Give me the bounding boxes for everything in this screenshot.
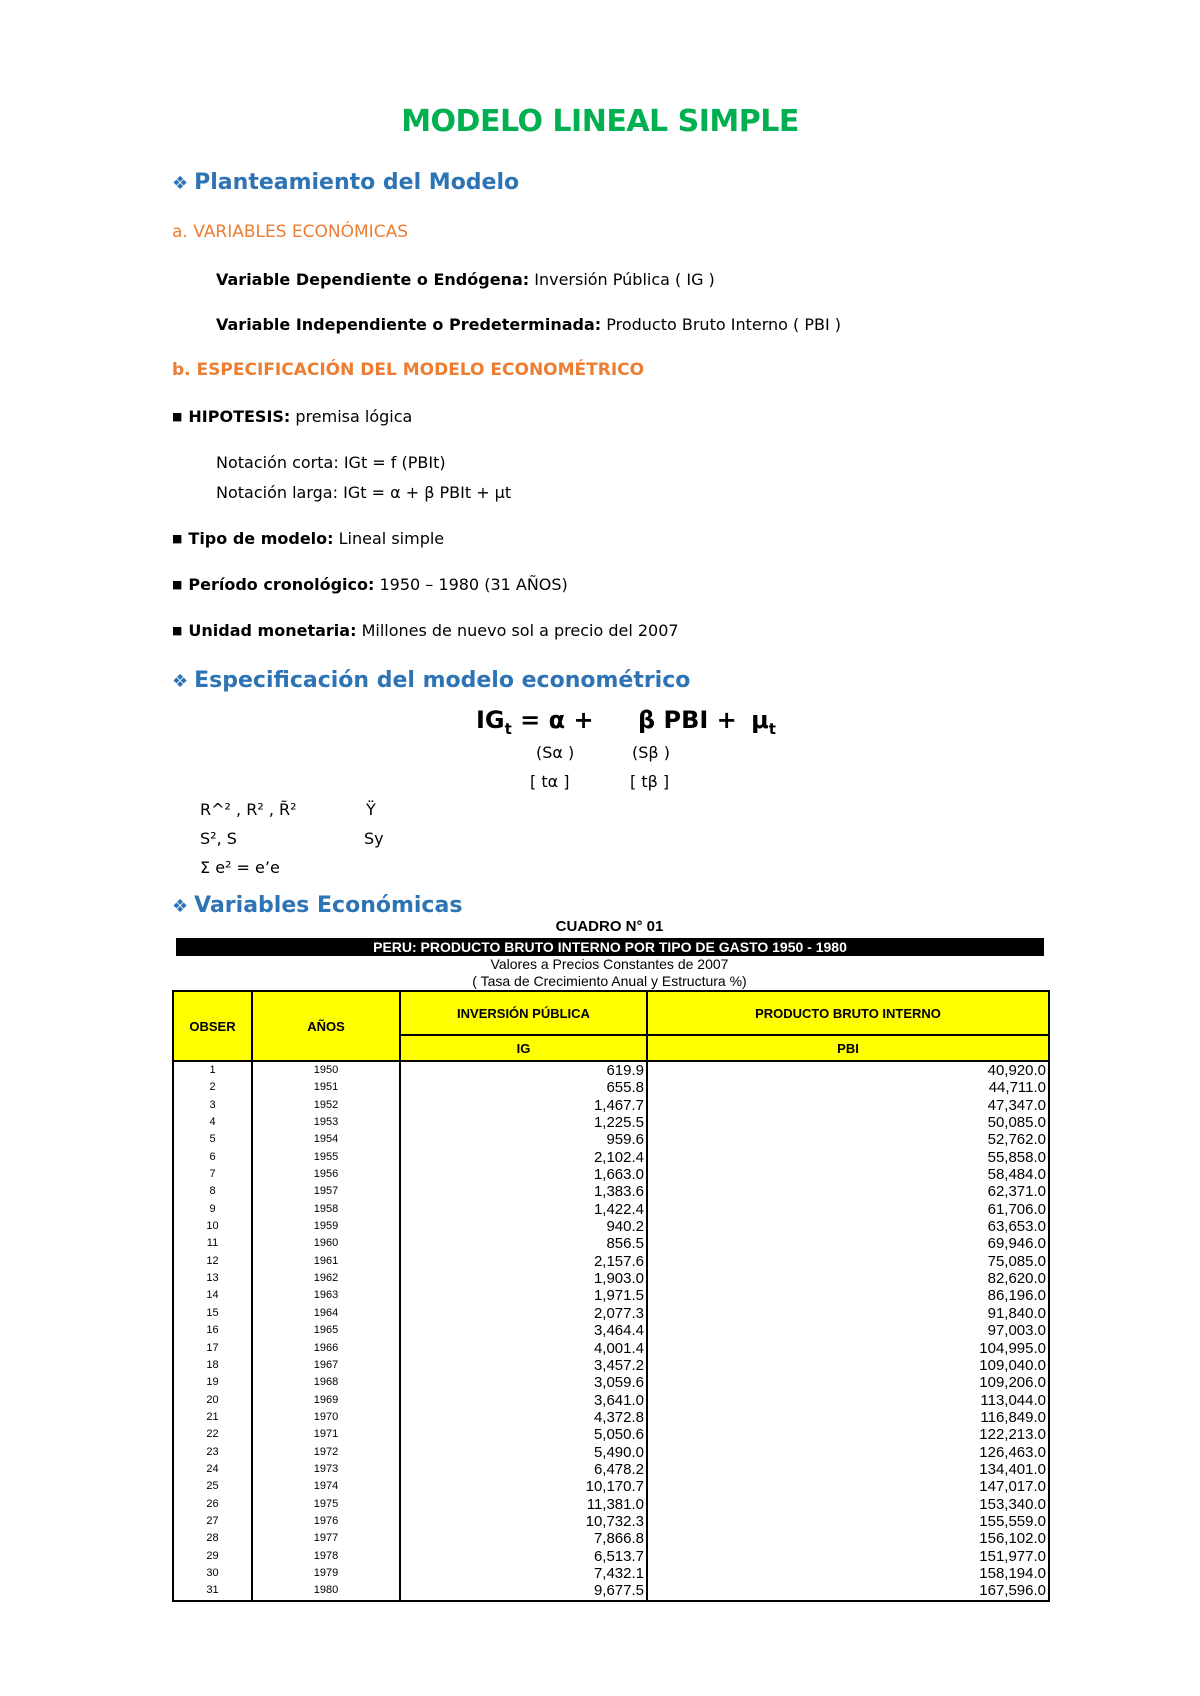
cell-ig: 940.2 — [606, 1218, 644, 1236]
cell-pbi: 75,085.0 — [987, 1252, 1046, 1270]
cell-ig: 1,225.5 — [593, 1114, 644, 1132]
cell-ig: 1,663.0 — [593, 1166, 644, 1184]
cell-year: 1958 — [313, 1202, 339, 1215]
cell-pbi: 116,849.0 — [980, 1408, 1046, 1426]
cell-pbi: 104,995.0 — [979, 1339, 1046, 1357]
cell-obser: 21 — [206, 1410, 219, 1423]
cell-year: 1954 — [313, 1133, 339, 1146]
cell-pbi: 86,196.0 — [987, 1287, 1046, 1305]
cell-ig: 3,464.4 — [593, 1322, 644, 1340]
cell-pbi: 153,340.0 — [979, 1495, 1046, 1513]
cell-obser: 3 — [209, 1098, 216, 1111]
cell-pbi: 151,977.0 — [979, 1547, 1046, 1565]
cell-ig: 1,903.0 — [593, 1270, 644, 1288]
cell-obser: 30 — [206, 1566, 219, 1579]
std-error-alpha: (Sα ) — [536, 743, 575, 762]
cell-obser: 27 — [206, 1514, 219, 1527]
sy-label: Sy — [364, 829, 384, 848]
square-bullet-icon: ■ — [172, 578, 183, 591]
header-pbi-group — [648, 992, 1048, 1060]
header-ig-group — [401, 992, 648, 1060]
cell-year: 1970 — [313, 1410, 339, 1423]
std-error-beta: (Sβ ) — [632, 743, 670, 762]
t-stat-alpha: [ tα ] — [530, 772, 570, 791]
cell-pbi: 97,003.0 — [987, 1322, 1046, 1340]
cell-obser: 24 — [206, 1462, 219, 1475]
section-heading-especificacion: ❖ Especificación del modelo econométrico — [172, 668, 691, 693]
cell-obser: 4 — [209, 1116, 216, 1129]
cell-pbi: 158,194.0 — [979, 1564, 1046, 1582]
cell-pbi: 55,858.0 — [987, 1148, 1046, 1166]
cell-ig: 1,383.6 — [593, 1183, 644, 1201]
hipotesis-line: ■ HIPOTESIS: premisa lógica — [172, 407, 413, 426]
cell-pbi: 40,920.0 — [987, 1062, 1046, 1079]
model-equation: $IG_t = \alpha + \beta$ PBI + $\mu_t$ — [476, 706, 776, 738]
diamond-bullet-icon: ❖ — [172, 896, 189, 917]
cell-year: 1973 — [313, 1462, 339, 1475]
table-header — [174, 992, 1048, 1062]
square-bullet-icon: ■ — [172, 624, 183, 637]
cell-obser: 23 — [206, 1445, 219, 1458]
column-obser — [174, 1062, 253, 1600]
column-years — [253, 1062, 401, 1600]
sum-residuals-line: Σ e² = e’e — [200, 858, 280, 877]
cell-ig: 7,432.1 — [593, 1564, 644, 1582]
cell-obser: 15 — [206, 1306, 219, 1319]
cell-year: 1953 — [313, 1116, 339, 1129]
cell-year: 1972 — [313, 1445, 339, 1458]
cell-ig: 5,050.6 — [593, 1426, 644, 1444]
cell-year: 1950 — [313, 1064, 339, 1076]
cell-ig: 4,372.8 — [593, 1408, 644, 1426]
cell-year: 1979 — [313, 1566, 339, 1579]
cell-ig: 3,641.0 — [593, 1391, 644, 1409]
cell-year: 1961 — [313, 1254, 339, 1267]
header-producto-bruto-interno: PRODUCTO BRUTO INTERNO — [648, 992, 1048, 1036]
cell-year: 1969 — [313, 1393, 339, 1406]
cell-ig: 6,478.2 — [593, 1460, 644, 1478]
cell-ig: 959.6 — [606, 1131, 644, 1149]
diamond-bullet-icon: ❖ — [172, 173, 189, 194]
cell-obser: 10 — [206, 1220, 219, 1233]
cell-ig: 9,677.5 — [593, 1582, 644, 1600]
cell-year: 1952 — [313, 1098, 339, 1111]
cell-obser: 29 — [206, 1549, 219, 1562]
cell-year: 1971 — [313, 1428, 339, 1441]
table-body — [174, 1062, 1048, 1600]
cell-obser: 14 — [206, 1289, 219, 1302]
section-heading-variables: ❖ Variables Económicas — [172, 893, 463, 918]
table-caption-rate: ( Tasa de Crecimiento Anual y Estructura %) — [472, 973, 747, 989]
cell-year: 1957 — [313, 1185, 339, 1198]
square-bullet-icon: ■ — [172, 532, 183, 545]
independent-variable-line: Variable Independiente o Predeterminada: Producto Bruto Interno ( PBI ) — [216, 315, 842, 334]
square-bullet-icon: ■ — [172, 410, 183, 423]
periodo-line: ■ Período cronológico: 1950 – 1980 (31 AÑOS) — [172, 575, 568, 594]
cell-year: 1951 — [313, 1081, 339, 1094]
cell-pbi: 126,463.0 — [979, 1443, 1046, 1461]
subheading-especificacion: b. ESPECIFICACIÓN DEL MODELO ECONOMÉTRICO — [172, 360, 645, 380]
cell-year: 1975 — [313, 1497, 339, 1510]
cell-year: 1980 — [313, 1584, 339, 1597]
cell-obser: 26 — [206, 1497, 219, 1510]
cell-year: 1956 — [313, 1168, 339, 1181]
cell-ig: 2,157.6 — [593, 1252, 644, 1270]
cell-year: 1963 — [313, 1289, 339, 1302]
data-table — [172, 990, 1050, 1602]
tipo-modelo-line: ■ Tipo de modelo: Lineal simple — [172, 529, 445, 548]
cell-obser: 5 — [209, 1133, 216, 1146]
cell-pbi: 61,706.0 — [987, 1200, 1046, 1218]
cell-year: 1955 — [313, 1150, 339, 1163]
cell-year: 1964 — [313, 1306, 339, 1319]
unidad-line: ■ Unidad monetaria: Millones de nuevo sol a precio del 2007 — [172, 621, 679, 640]
cell-pbi: 113,044.0 — [980, 1391, 1046, 1409]
cell-pbi: 156,102.0 — [979, 1530, 1046, 1548]
cell-pbi: 58,484.0 — [987, 1166, 1046, 1184]
header-ig: IG — [516, 1040, 531, 1056]
cell-obser: 2 — [209, 1081, 216, 1094]
cell-ig: 5,490.0 — [593, 1443, 644, 1461]
column-pbi — [648, 1062, 1048, 1600]
cell-pbi: 69,946.0 — [987, 1235, 1046, 1253]
cell-obser: 16 — [206, 1324, 219, 1337]
cell-pbi: 82,620.0 — [987, 1270, 1046, 1288]
cell-ig: 1,467.7 — [593, 1096, 644, 1114]
header-pbi: PBI — [837, 1040, 859, 1056]
cell-obser: 31 — [206, 1584, 219, 1597]
cell-ig: 7,866.8 — [593, 1530, 644, 1548]
cell-pbi: 62,371.0 — [987, 1183, 1046, 1201]
cell-year: 1962 — [313, 1272, 339, 1285]
cell-year: 1976 — [313, 1514, 339, 1527]
cell-obser: 25 — [206, 1480, 219, 1493]
cell-obser: 12 — [206, 1254, 219, 1267]
subheading-variables: a. VARIABLES ECONÓMICAS — [172, 222, 408, 242]
notacion-corta-line: Notación corta: IGt = f (PBIt) — [216, 453, 446, 472]
cell-year: 1965 — [313, 1324, 339, 1337]
cell-pbi: 109,206.0 — [979, 1374, 1046, 1392]
r-squared-line: R^² , R² , R̃² — [200, 800, 297, 819]
cell-ig: 11,381.0 — [586, 1495, 644, 1513]
y-mean: Ÿ — [366, 800, 376, 819]
cell-ig: 2,102.4 — [593, 1148, 644, 1166]
table-banner: PERU: PRODUCTO BRUTO INTERNO POR TIPO DE GASTO 1950 - 1980 — [176, 938, 1044, 956]
cell-year: 1959 — [313, 1220, 339, 1233]
section-heading-planteamiento: ❖ Planteamiento del Modelo — [172, 170, 520, 195]
cell-ig: 856.5 — [606, 1235, 644, 1253]
header-inversion-publica: INVERSIÓN PÚBLICA — [401, 992, 646, 1036]
cell-obser: 13 — [206, 1272, 219, 1285]
cell-obser: 8 — [209, 1185, 216, 1198]
cell-pbi: 52,762.0 — [987, 1131, 1046, 1149]
cell-obser: 19 — [206, 1376, 219, 1389]
cell-pbi: 44,711.0 — [988, 1079, 1046, 1097]
cell-obser: 1 — [209, 1064, 216, 1076]
cell-obser: 7 — [209, 1168, 216, 1181]
cell-pbi: 63,653.0 — [987, 1218, 1046, 1236]
cell-pbi: 91,840.0 — [987, 1304, 1046, 1322]
cell-ig: 3,457.2 — [593, 1356, 644, 1374]
cell-obser: 18 — [206, 1358, 219, 1371]
notacion-larga-line: Notación larga: IGt = α + β PBIt + μt — [216, 483, 512, 502]
cell-obser: 28 — [206, 1532, 219, 1545]
cell-year: 1977 — [313, 1532, 339, 1545]
cell-pbi: 147,017.0 — [979, 1478, 1046, 1496]
page-title: MODELO LINEAL SIMPLE — [401, 104, 799, 139]
table-caption-number: CUADRO N° 01 — [555, 918, 664, 935]
cell-ig: 655.8 — [606, 1079, 644, 1097]
cell-ig: 10,732.3 — [585, 1512, 644, 1530]
cell-obser: 20 — [206, 1393, 219, 1406]
cell-pbi: 109,040.0 — [979, 1356, 1046, 1374]
cell-pbi: 47,347.0 — [987, 1096, 1046, 1114]
cell-ig: 10,170.7 — [585, 1478, 644, 1496]
cell-ig: 1,422.4 — [593, 1200, 644, 1218]
header-years: AÑOS — [253, 992, 401, 1060]
cell-ig: 4,001.4 — [593, 1339, 644, 1357]
cell-pbi: 134,401.0 — [979, 1460, 1046, 1478]
cell-year: 1968 — [313, 1376, 339, 1389]
cell-ig: 619.9 — [606, 1062, 644, 1079]
diamond-bullet-icon: ❖ — [172, 671, 189, 692]
cell-pbi: 167,596.0 — [979, 1582, 1046, 1600]
cell-pbi: 155,559.0 — [979, 1512, 1046, 1530]
dependent-variable-line: Variable Dependiente o Endógena: Inversión Pública ( IG ) — [216, 270, 715, 289]
header-obser: OBSER — [174, 992, 253, 1060]
cell-ig: 3,059.6 — [593, 1374, 644, 1392]
cell-year: 1960 — [313, 1237, 339, 1250]
cell-year: 1978 — [313, 1549, 339, 1562]
column-ig — [401, 1062, 648, 1600]
cell-year: 1966 — [313, 1341, 339, 1354]
cell-ig: 2,077.3 — [593, 1304, 644, 1322]
cell-obser: 11 — [206, 1237, 219, 1250]
table-caption-values: Valores a Precios Constantes de 2007 — [490, 956, 729, 972]
cell-year: 1967 — [313, 1358, 339, 1371]
cell-obser: 9 — [209, 1202, 216, 1215]
cell-obser: 17 — [206, 1341, 219, 1354]
cell-obser: 22 — [206, 1428, 219, 1441]
cell-pbi: 122,213.0 — [979, 1426, 1046, 1444]
t-stat-beta: [ tβ ] — [630, 772, 670, 791]
cell-obser: 6 — [209, 1150, 216, 1163]
cell-pbi: 50,085.0 — [987, 1114, 1046, 1132]
cell-year: 1974 — [313, 1480, 339, 1493]
variance-line: S², S — [200, 829, 237, 848]
cell-ig: 6,513.7 — [593, 1547, 644, 1565]
cell-ig: 1,971.5 — [593, 1287, 644, 1305]
